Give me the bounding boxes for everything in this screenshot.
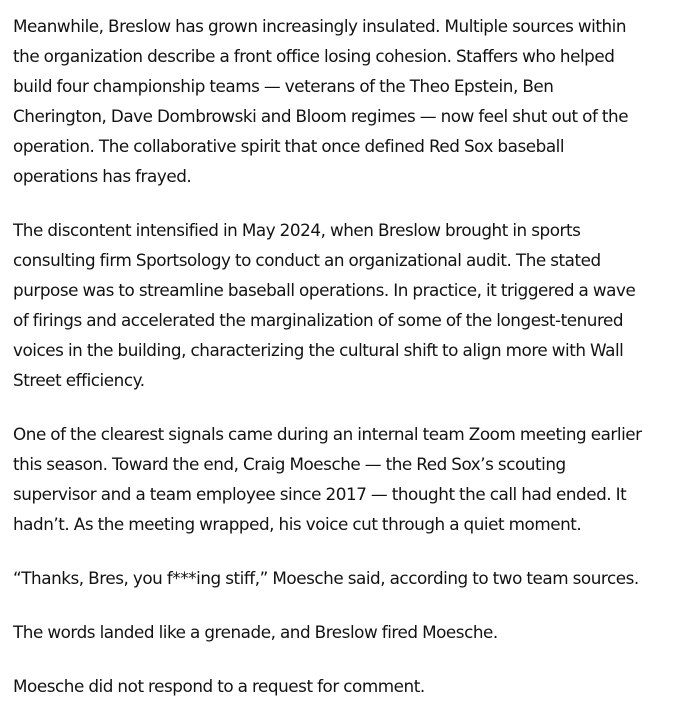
text-line: Meanwhile, Breslow has grown increasingly insulated. Multiple sources within [13, 16, 627, 36]
text-line: Cherington, Dave Dombrowski and Bloom regimes — now feel shut out of the [13, 106, 629, 126]
text-line: Street efficiency. [13, 370, 145, 390]
text-line: supervisor and a team employee since 2017 — thought the call had ended. It [13, 484, 627, 504]
text-line: operation. The collaborative spirit that once defined Red Sox baseball [13, 136, 565, 156]
paragraph-firing [13, 617, 685, 647]
text-line: build four championship teams — veterans of the Theo Epstein, Ben [13, 76, 554, 96]
text-line: of firings and accelerated the marginalization of some of the longest-tenured [13, 310, 624, 330]
paragraph-sportsology-audit [13, 215, 685, 395]
text-line: One of the clearest signals came during an internal team Zoom meeting earlier [13, 424, 642, 444]
text-line: hadn’t. As the meeting wrapped, his voice cut through a quiet moment. [13, 514, 582, 534]
text-line: consulting firm Sportsology to conduct an organizational audit. The stated [13, 250, 601, 270]
article-body [13, 11, 685, 701]
text-line: purpose was to streamline baseball operations. In practice, it triggered a wave [13, 280, 636, 300]
text-line: The words landed like a grenade, and Breslow fired Moesche. [13, 622, 498, 642]
text-line: the organization describe a front office losing cohesion. Staffers who helped [13, 46, 615, 66]
text-line: this season. Toward the end, Craig Moesche — the Red Sox’s scouting [13, 454, 566, 474]
paragraph-insulated [13, 11, 685, 191]
paragraph-no-comment [13, 671, 685, 701]
text-line: Moesche did not respond to a request for comment. [13, 676, 425, 696]
text-line: operations has frayed. [13, 166, 192, 186]
text-line: voices in the building, characterizing the cultural shift to align more with Wall [13, 340, 624, 360]
paragraph-quote [13, 563, 685, 593]
text-line: The discontent intensified in May 2024, when Breslow brought in sports [13, 220, 581, 240]
paragraph-zoom-meeting [13, 419, 685, 539]
text-line: “Thanks, Bres, you f***ing stiff,” Moesche said, according to two team sources. [13, 568, 639, 588]
